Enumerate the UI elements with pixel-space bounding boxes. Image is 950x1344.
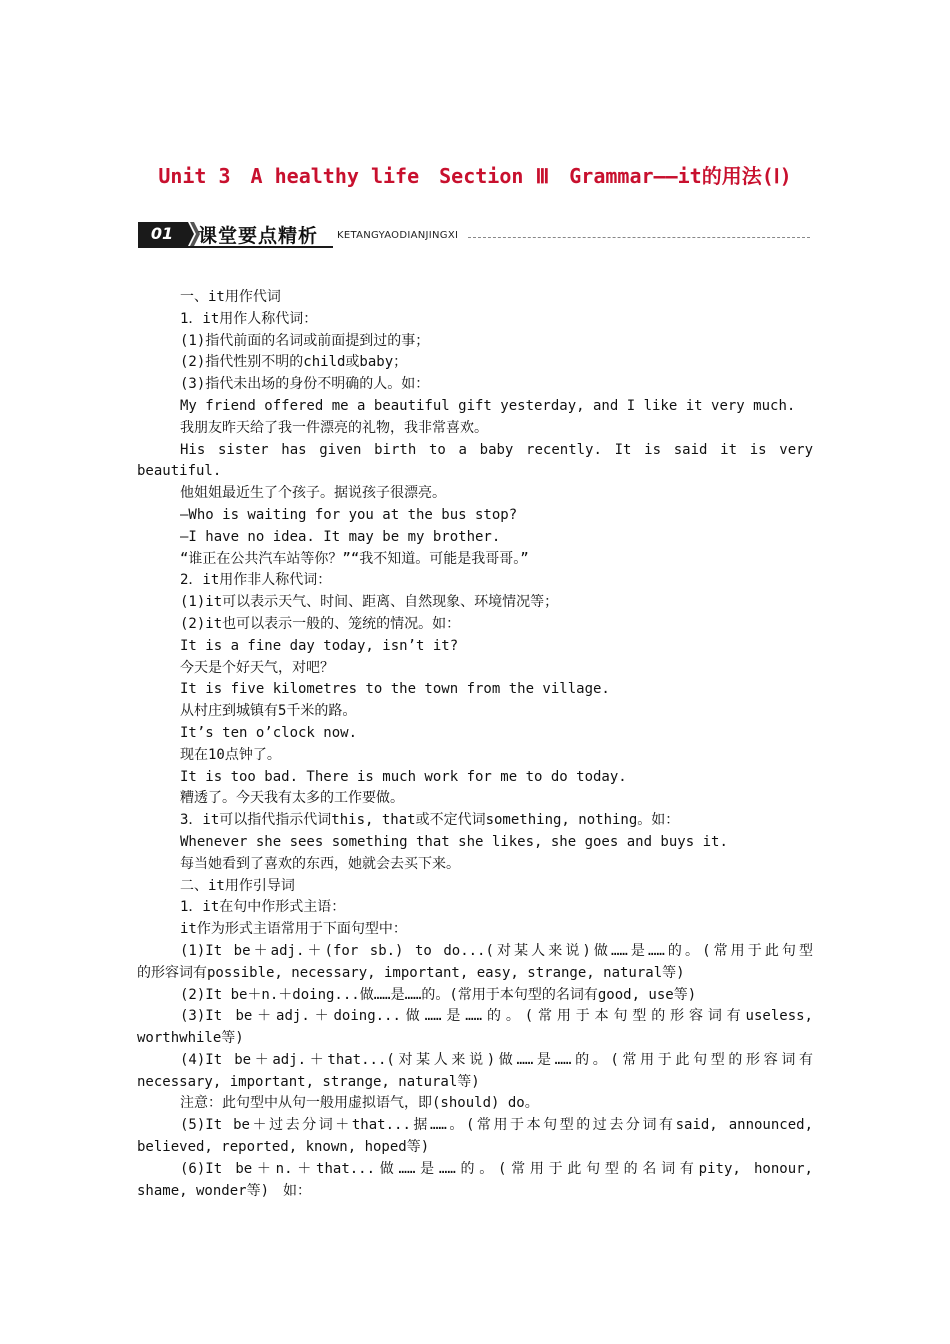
text-line: It is too bad. There is much work for me to do today. bbox=[180, 768, 627, 785]
text-line: It’s ten o’clock now. bbox=[180, 724, 358, 741]
text-line: Whenever she sees something that she likes, she goes and buys it. bbox=[180, 833, 728, 850]
text-line: necessary, important, strange, natural等) bbox=[137, 1073, 480, 1090]
text-line: beautiful. bbox=[137, 463, 222, 480]
text-line: (5)It be＋过去分词＋that...据……。(常用于本句型的过去分词有said, announced, bbox=[180, 1117, 813, 1134]
text-line: 他姐姐最近生了个孩子。据说孩子很漂亮。 bbox=[180, 485, 446, 502]
section-title: 课堂要点精析 bbox=[198, 225, 319, 247]
text-line: 1．it用作人称代词： bbox=[180, 310, 318, 327]
text-line: 一、it用作代词 bbox=[180, 289, 281, 305]
text-line: His sister has given birth to a baby recently. It is said it is very bbox=[180, 441, 813, 458]
text-line: (1)it可以表示天气、时间、距离、自然现象、环境情况等； bbox=[180, 594, 559, 611]
text-line: 每当她看到了喜欢的东西，她就会去买下来。 bbox=[180, 855, 460, 872]
text-line: 我朋友昨天给了我一件漂亮的礼物，我非常喜欢。 bbox=[180, 419, 488, 436]
text-line: (2)it也可以表示一般的、笼统的情况。如： bbox=[180, 615, 461, 632]
text-line: 的形容词有possible, necessary, important, easy, strange, natural等) bbox=[137, 964, 685, 981]
text-line: It is a fine day today, isn’t it? bbox=[180, 637, 459, 654]
text-line: —I have no idea. It may be my brother. bbox=[180, 528, 501, 545]
text-line: (2)It be＋n.＋doing...做……是……的。(常用于本句型的名词有good, use等) bbox=[180, 986, 697, 1003]
section-banner bbox=[138, 220, 810, 248]
text-line: (1)It be＋adj.＋(for sb.) to do...(对某人来说)做……是……的。(常用于此句型 bbox=[180, 942, 813, 959]
text-line: “谁正在公共汽车站等你？”“我不知道。可能是我哥哥。” bbox=[180, 550, 529, 567]
text-line: 糟透了。今天我有太多的工作要做。 bbox=[180, 790, 404, 807]
text-line: 1．it在句中作形式主语： bbox=[180, 899, 346, 916]
text-line: It is five kilometres to the town from the village. bbox=[180, 681, 610, 698]
text-line: 3．it可以指代指示代词this, that或不定代词something, nothing。如： bbox=[180, 812, 680, 829]
text-line: 现在10点钟了。 bbox=[180, 746, 281, 763]
section-number: 01 bbox=[150, 224, 174, 243]
text-line: 注意：此句型中从句一般用虚拟语气，即(should) do。 bbox=[180, 1095, 539, 1112]
text-line: shame, wonder等) 如： bbox=[137, 1182, 312, 1199]
text-line: (3)It be＋adj.＋doing...做……是……的。(常用于本句型的形容词有useless, bbox=[180, 1008, 813, 1025]
text-line: (1)指代前面的名词或前面提到过的事； bbox=[180, 332, 430, 349]
text-line: (4)It be＋adj.＋that...(对某人来说)做……是……的。(常用于此句型的形容词有 bbox=[180, 1051, 813, 1068]
text-line: (2)指代性别不明的child或baby； bbox=[180, 354, 408, 371]
page-title: Unit 3 A healthy life Section Ⅲ Grammar——it的用法(Ⅰ) bbox=[158, 164, 792, 188]
text-line: (3)指代未出场的身份不明确的人。如： bbox=[180, 376, 430, 393]
text-line: worthwhile等) bbox=[137, 1030, 244, 1047]
text-line: —Who is waiting for you at the bus stop? bbox=[180, 506, 518, 523]
text-line: 2．it用作非人称代词： bbox=[180, 572, 332, 589]
text-line: (6)It be＋n.＋that...做……是……的。(常用于此句型的名词有pity, honour, bbox=[180, 1160, 813, 1177]
section-pinyin: KETANGYAODIANJINGXI bbox=[337, 230, 459, 241]
text-line: believed, reported, known, hoped等) bbox=[137, 1139, 430, 1156]
text-line: My friend offered me a beautiful gift yesterday, and I like it very much. bbox=[180, 397, 796, 414]
document-body bbox=[137, 287, 813, 1202]
text-line: it作为形式主语常用于下面句型中： bbox=[180, 921, 407, 938]
text-line: 从村庄到城镇有5千米的路。 bbox=[180, 703, 357, 720]
text-line: 今天是个好天气，对吧？ bbox=[180, 659, 334, 676]
text-line: 二、it用作引导词 bbox=[180, 877, 295, 894]
section-divider bbox=[468, 237, 810, 238]
